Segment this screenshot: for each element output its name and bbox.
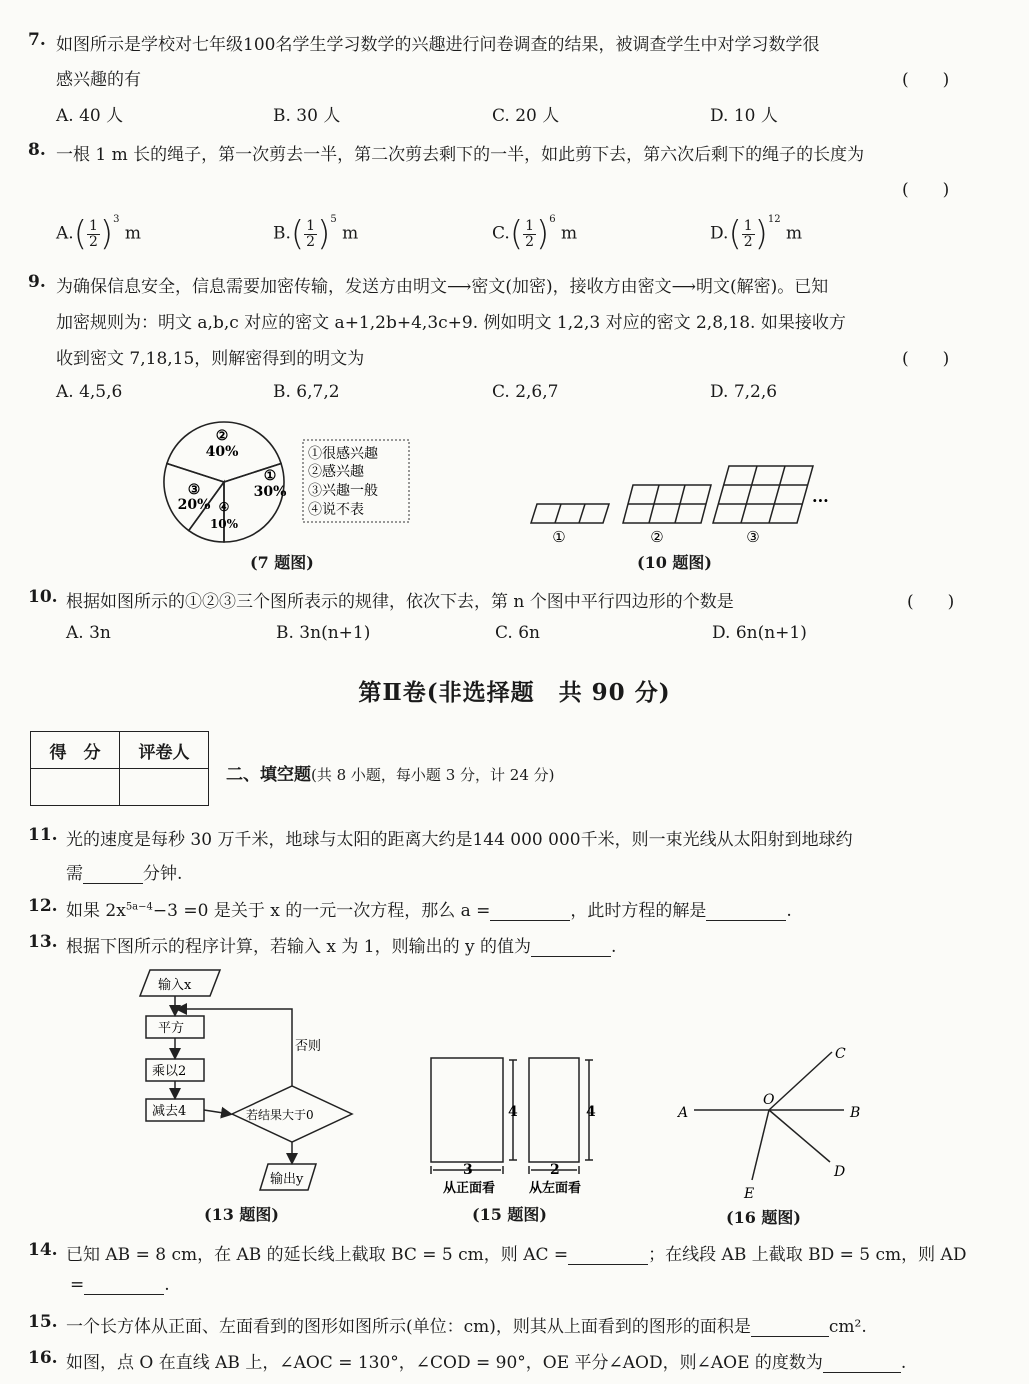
question-text: = xyxy=(70,1275,85,1295)
grader-cell[interactable] xyxy=(120,769,209,806)
label-o: O xyxy=(763,1092,775,1108)
front-height: 4 xyxy=(508,1104,518,1120)
label-a: A xyxy=(678,1105,689,1121)
question-number: 10. xyxy=(28,587,58,607)
period: . xyxy=(611,937,617,957)
question-text: 一个长方体从正面、左面看到的图形如图所示(单位：cm)，则其从上面看到的图形的面积是 xyxy=(66,1317,751,1337)
legend-item: ①很感兴趣 xyxy=(308,446,378,462)
question-number: 14. xyxy=(28,1240,58,1260)
question-text: 根据如图所示的①②③三个图所表示的规律，依次下去，第 n 个图中平行四边形的个数是 xyxy=(66,592,734,612)
question-text: 根据下图所示的程序计算，若输入 x 为 1，则输出的 y 的值为 xyxy=(66,937,532,957)
question-number: 15. xyxy=(28,1312,58,1332)
question-number: 9. xyxy=(28,272,46,292)
figure-15-caption: (15 题图) xyxy=(472,1205,547,1224)
continuation-dots: ... xyxy=(812,487,829,506)
question-text: −3 =0 是关于 x 的一元一次方程，那么 a = xyxy=(152,901,491,921)
option-label: B. xyxy=(273,223,291,244)
question-number: 13. xyxy=(28,932,58,952)
answer-blank[interactable] xyxy=(531,938,611,957)
figure-16-caption: (16 题图) xyxy=(726,1208,801,1227)
answer-blank[interactable] xyxy=(83,865,143,884)
slice-label-3: ③ xyxy=(187,482,201,498)
answer-blank-a[interactable] xyxy=(490,902,570,921)
period: . xyxy=(786,901,792,921)
question-number: 8. xyxy=(28,140,46,160)
option-d: D. 6n(n+1) xyxy=(712,623,807,643)
left-height: 4 xyxy=(586,1104,596,1120)
answer-paren: ( ) xyxy=(902,70,950,90)
option-c: C. 2,6,7 xyxy=(492,382,559,402)
question-text: ；在线段 AB 上截取 BD = 5 cm，则 AD xyxy=(648,1245,967,1265)
input-label: 输入x xyxy=(158,978,192,993)
section-title: 第Ⅱ卷(非选择题 共 90 分) xyxy=(358,679,671,706)
times2-label: 乘以2 xyxy=(152,1064,187,1079)
square-label: 平方 xyxy=(158,1021,185,1036)
score-cell[interactable] xyxy=(31,769,120,806)
pattern-3 xyxy=(713,466,813,523)
ray-od xyxy=(769,1110,830,1162)
front-width: 3 xyxy=(463,1162,473,1178)
question-number: 11. xyxy=(28,825,58,845)
figure-7-caption: (7 题图) xyxy=(250,553,314,572)
pattern-1 xyxy=(531,504,609,523)
exponent: 6 xyxy=(549,213,556,225)
option-a: A. 40 人 xyxy=(56,106,124,126)
pattern-label-3: ③ xyxy=(746,528,760,546)
legend xyxy=(308,445,378,518)
answer-paren: ( ) xyxy=(902,180,950,200)
option-b: B. 6,7,2 xyxy=(273,382,340,402)
label-e: E xyxy=(744,1186,755,1202)
numerator: 1 xyxy=(88,217,98,234)
part-2-heading xyxy=(226,760,555,785)
question-text: 分钟. xyxy=(143,864,183,884)
figure-13-flowchart xyxy=(120,964,380,1194)
ray-oc xyxy=(769,1052,832,1110)
legend-item: ②感兴趣 xyxy=(308,464,364,480)
option-label: C. xyxy=(492,223,510,244)
question-text: 为确保信息安全，信息需要加密传输，发送方由明文⟶密文(加密)，接收方由密文⟶明文(解密)。已知 xyxy=(56,277,829,297)
no-branch-label: 否则 xyxy=(295,1039,322,1054)
exponent: 5 xyxy=(330,213,337,225)
slice-pct-2: 40% xyxy=(205,444,239,460)
pattern-label-1: ① xyxy=(552,528,566,546)
option-d: D. 10 人 xyxy=(710,106,778,126)
fraction xyxy=(304,219,317,250)
part-note: (共 8 小题，每小题 3 分，计 24 分) xyxy=(311,766,555,784)
score-table xyxy=(30,731,209,806)
output-label: 输出y xyxy=(270,1172,304,1187)
question-text: 需 xyxy=(66,864,83,884)
pattern-2 xyxy=(623,485,711,523)
question-number: 12. xyxy=(28,896,58,916)
front-view xyxy=(431,1058,503,1162)
figure-15-views xyxy=(425,1054,605,1200)
option-a: A. 4,5,6 xyxy=(56,382,123,402)
question-text: 如图所示是学校对七年级100名学生学习数学的兴趣进行问卷调查的结果，被调查学生中对学习数学很 xyxy=(56,35,820,55)
fraction xyxy=(742,219,755,250)
option-c: C. 20 人 xyxy=(492,106,560,126)
figure-13-caption: (13 题图) xyxy=(204,1205,279,1224)
unit: m xyxy=(786,223,803,244)
option-a: A. 3n xyxy=(66,623,111,643)
slice-pct-4: 10% xyxy=(209,517,239,531)
front-view-label: 从正面看 xyxy=(443,1181,496,1196)
answer-blank-solution[interactable] xyxy=(706,902,786,921)
answer-paren: ( ) xyxy=(907,592,955,612)
option-c: C.( $\frac{1}{2}$ )$^6$ m xyxy=(492,213,578,254)
option-d: D.( $\frac{1}{2}$ )$^{12}$ m xyxy=(710,213,803,254)
left-view xyxy=(529,1058,579,1162)
question-text: 感兴趣的有 xyxy=(56,70,141,90)
slice-pct-1: 30% xyxy=(253,484,287,500)
part-title: 二、填空题 xyxy=(226,765,311,785)
denominator: 2 xyxy=(525,233,534,250)
figure-10-caption: (10 题图) xyxy=(637,553,712,572)
legend-item: ④说不表 xyxy=(308,502,364,518)
question-text: 光的速度是每秒 30 万千米，地球与太阳的距离大约是144 000 000千米，则一束光线从太阳射到地球约 xyxy=(66,830,853,850)
question-text: 如果 2x xyxy=(66,901,126,921)
option-d: D. 7,2,6 xyxy=(710,382,778,402)
answer-paren: ( ) xyxy=(902,349,950,369)
score-header: 得 分 xyxy=(31,732,120,769)
question-8-options xyxy=(0,214,1029,258)
numerator: 1 xyxy=(743,217,753,234)
pattern-label-2: ② xyxy=(650,528,664,546)
unit: m xyxy=(124,223,142,244)
question-text: 加密规则为：明文 a,b,c 对应的密文 a+1,2b+4,3c+9. 例如明文 1,2,3 对应的密文 2,8,18. 如果接收方 xyxy=(56,313,846,333)
question-text: 收到密文 7,18,15，则解密得到的明文为 xyxy=(56,349,365,369)
denominator: 2 xyxy=(306,233,316,250)
answer-blank-ac[interactable] xyxy=(568,1246,648,1265)
answer-blank-ad[interactable] xyxy=(84,1276,164,1295)
fraction xyxy=(87,219,100,250)
question-text: ，此时方程的解是 xyxy=(570,901,707,921)
period: . xyxy=(900,1353,907,1373)
unit: cm². xyxy=(828,1317,867,1337)
label-d: D xyxy=(834,1164,846,1180)
slice-label-1: ① xyxy=(263,468,277,484)
option-label: D. xyxy=(710,223,729,244)
ray-oe xyxy=(752,1110,769,1180)
answer-blank[interactable] xyxy=(823,1354,901,1373)
minus4-label: 减去4 xyxy=(152,1104,187,1119)
label-b: B xyxy=(850,1105,861,1121)
option-c: C. 6n xyxy=(495,623,540,643)
slice-label-2: ② xyxy=(215,428,229,444)
exponent: 12 xyxy=(767,213,781,225)
option-a: A.( $\frac{1}{2}$ )$^3$ m xyxy=(56,213,142,254)
figure-16-angles xyxy=(672,1040,872,1206)
numerator: 1 xyxy=(306,217,316,234)
option-label: A. xyxy=(56,223,74,244)
slice-label-4: ④ xyxy=(218,500,230,514)
fraction xyxy=(523,219,536,250)
unit: m xyxy=(342,223,359,244)
slice-pct-3: 20% xyxy=(177,497,211,513)
decision-label: 若结果大于0 xyxy=(246,1108,314,1122)
label-c: C xyxy=(835,1046,846,1062)
denominator: 2 xyxy=(88,233,98,250)
grader-header: 评卷人 xyxy=(120,732,209,769)
legend-item: ③兴趣一般 xyxy=(308,483,378,499)
exponent: 3 xyxy=(113,213,120,225)
question-text: 一根 1 m 长的绳子，第一次剪去一半，第二次剪去剩下的一半，如此剪下去，第六次后剩下的绳子的长度为 xyxy=(56,145,865,165)
question-text: 已知 AB = 8 cm，在 AB 的延长线上截取 BC = 5 cm，则 AC = xyxy=(66,1245,569,1265)
exponent: 5a−4 xyxy=(125,901,153,913)
option-b: B. 30 人 xyxy=(273,106,341,126)
left-width: 2 xyxy=(550,1162,560,1178)
left-view-label: 从左面看 xyxy=(529,1181,582,1196)
question-text: 如图，点 O 在直线 AB 上，∠AOC = 130°，∠COD = 90°，OE 平分∠AOD，则∠AOE 的度数为 xyxy=(66,1353,823,1373)
denominator: 2 xyxy=(743,233,753,250)
answer-blank[interactable] xyxy=(751,1318,829,1337)
period: . xyxy=(164,1275,170,1295)
figure-7-pie xyxy=(160,418,420,548)
option-b: B.( $\frac{1}{2}$ )$^5$ m xyxy=(273,213,359,254)
question-number: 16. xyxy=(28,1348,58,1368)
question-number: 7. xyxy=(28,30,46,50)
numerator: 1 xyxy=(525,217,534,234)
option-b: B. 3n(n+1) xyxy=(276,623,371,643)
unit: m xyxy=(561,223,578,244)
figure-10-parallelograms xyxy=(525,462,845,548)
